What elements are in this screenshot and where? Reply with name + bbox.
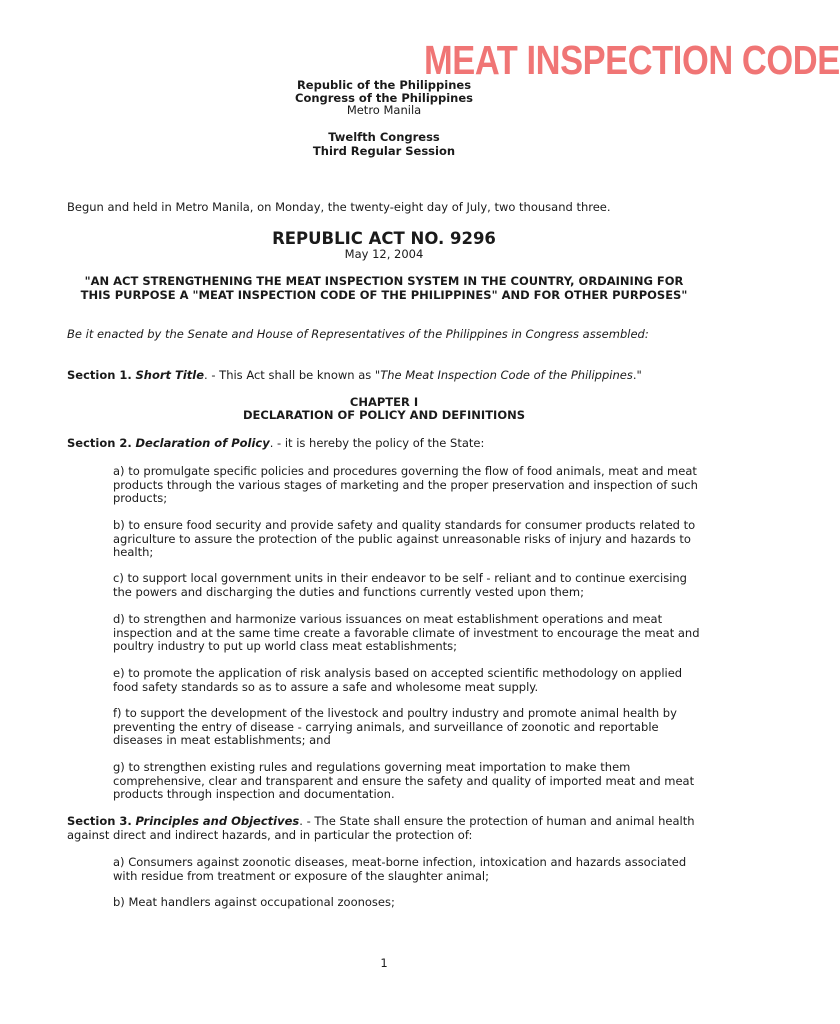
section-2-label: Section 2.	[67, 436, 132, 450]
section-2-item-b: b) to ensure food security and provide safety and quality standards for consumer products related to agriculture to assure the protection of the public against unreasonable risks of injury and hazards to health;	[113, 518, 696, 559]
section-3-heading: Principles and Objectives	[135, 814, 300, 828]
begun-statement: Begun and held in Metro Manila, on Monday, the twenty-eight day of July, two thousand three.	[67, 200, 611, 214]
act-title: "AN ACT STRENGTHENING THE MEAT INSPECTION SYSTEM IN THE COUNTRY, ORDAINING FOR THIS PURPOSE A "MEAT INSPECTION CODE OF THE PHILIPPINES" AND FOR OTHER PURPOSES"	[80, 274, 688, 302]
section-3	[67, 815, 707, 842]
section-2-item-d: d) to strengthen and harmonize various issuances on meat establishment operations and meat inspection and at the same time create a favorable climate of investment to encourage the meat and poultry industry to put up world class meat establishments;	[113, 612, 700, 653]
section-2-item-g: g) to strengthen existing rules and regulations governing meat importation to make them comprehensive, clear and transparent and ensure the safety and quality of imported meat and meat products through inspection and documentation.	[113, 760, 695, 801]
section-3-label: Section 3.	[67, 814, 132, 828]
section-3-item-b: b) Meat handlers against occupational zoonoses;	[113, 895, 395, 909]
section-1-short-title: The Meat Inspection Code of the Philippines	[380, 368, 633, 382]
section-2-text: . - it is hereby the policy of the State:	[269, 436, 485, 450]
section-1-heading: Short Title	[135, 368, 205, 382]
header-republic: Republic of the Philippines	[296, 78, 472, 92]
section-2-heading: Declaration of Policy	[135, 436, 270, 450]
section-2	[67, 437, 707, 451]
page-number: 1	[380, 956, 388, 970]
section-3-text: . - The State shall ensure the protection of human and animal health against direct and indirect hazards, and in particular the protection of:	[67, 814, 695, 842]
section-2-item-a: a) to promulgate specific policies and procedures governing the flow of food animals, meat and meat products through the various stages of marketing and the proper preservation and inspection of such products;	[113, 464, 698, 505]
header-congress: Congress of the Philippines	[295, 91, 473, 105]
chapter-number: CHAPTER I	[349, 395, 419, 409]
chapter-title: DECLARATION OF POLICY AND DEFINITIONS	[243, 408, 525, 422]
act-number: REPUBLIC ACT NO. 9296	[272, 229, 496, 248]
meat-inspection-code-stamp: MEAT INSPECTION CODE	[424, 37, 840, 83]
header-session: Third Regular Session	[312, 144, 456, 158]
section-3-item-a: a) Consumers against zoonotic diseases, meat-borne infection, intoxication and hazards associated with residue from treatment or exposure of the slaughter animal;	[113, 855, 687, 883]
section-1-label: Section 1.	[67, 368, 132, 382]
enacting-clause-text: Be it enacted by the Senate and House of Representatives of the Philippines in Congress assembled:	[67, 327, 649, 341]
enacting-clause	[67, 328, 707, 342]
section-2-item-e: e) to promote the application of risk analysis based on accepted scientific methodology on applied food safety standards so as to assure a safe and wholesome meat supply.	[113, 666, 683, 694]
section-2-item-c: c) to support local government units in their endeavor to be self - reliant and to continue exercising the powers and discharging the duties and functions currently vested upon them;	[113, 571, 687, 599]
section-2-item-f: f) to support the development of the livestock and poultry industry and promote animal health by preventing the entry of disease - carrying animals, and surveillance of zoonotic and reportable diseases in meat establishments; and	[113, 706, 677, 747]
header-location: Metro Manila	[346, 103, 422, 117]
section-1-text-end: ."	[632, 368, 642, 382]
section-1	[67, 369, 707, 383]
section-1-text: . - This Act shall be known as "	[204, 368, 381, 382]
act-date: May 12, 2004	[344, 247, 424, 261]
header-congress-number: Twelfth Congress	[328, 130, 440, 144]
